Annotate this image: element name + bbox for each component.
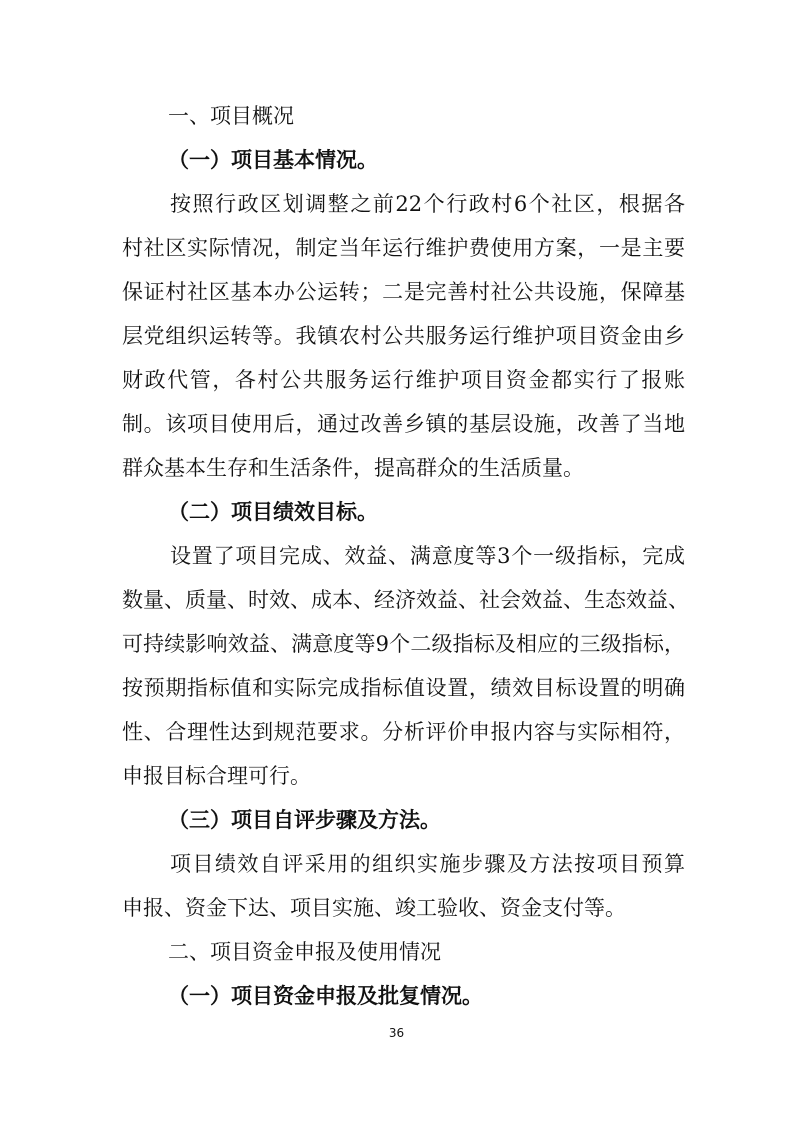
- paragraph-line: 按预期指标值和实际完成指标值设置，绩效目标设置的明确: [122, 676, 685, 700]
- subsection-heading-3: （三）项目自评步骤及方法。: [168, 808, 441, 832]
- paragraph-line: 可持续影响效益、满意度等9个二级指标及相应的三级指标，: [122, 632, 685, 656]
- subsection-heading-2: （二）项目绩效目标。: [168, 500, 378, 524]
- section-heading-1: 一、项目概况: [168, 104, 294, 128]
- paragraph-line: 数量、质量、时效、成本、经济效益、社会效益、生态效益、: [122, 588, 689, 612]
- paragraph-line: 项目绩效自评采用的组织实施步骤及方法按项目预算: [170, 852, 685, 876]
- page-number: 36: [388, 1026, 405, 1040]
- section-heading-2: 二、项目资金申报及使用情况: [168, 940, 441, 964]
- paragraph-line: 村社区实际情况，制定当年运行维护费使用方案，一是主要: [122, 236, 685, 260]
- paragraph-line: 群众基本生存和生活条件，提高群众的生活质量。: [122, 456, 584, 480]
- paragraph-line: 设置了项目完成、效益、满意度等3个一级指标，完成: [170, 544, 685, 568]
- paragraph-line: 制。该项目使用后，通过改善乡镇的基层设施，改善了当地: [122, 412, 685, 436]
- paragraph-line: 层党组织运转等。我镇农村公共服务运行维护项目资金由乡: [122, 324, 685, 348]
- paragraph-line: 财政代管，各村公共服务运行维护项目资金都实行了报账: [122, 368, 685, 392]
- subsection-heading-4: （一）项目资金申报及批复情况。: [168, 984, 483, 1008]
- paragraph-line: 申报、资金下达、项目实施、竣工验收、资金支付等。: [122, 896, 626, 920]
- subsection-heading-1: （一）项目基本情况。: [168, 148, 378, 172]
- paragraph-line: 申报目标合理可行。: [122, 764, 311, 788]
- paragraph-line: 按照行政区划调整之前22个行政村6个社区，根据各: [170, 192, 685, 216]
- paragraph-line: 保证村社区基本办公运转；二是完善村社公共设施，保障基: [122, 280, 685, 304]
- paragraph-line: 性、合理性达到规范要求。分析评价申报内容与实际相符，: [122, 720, 685, 744]
